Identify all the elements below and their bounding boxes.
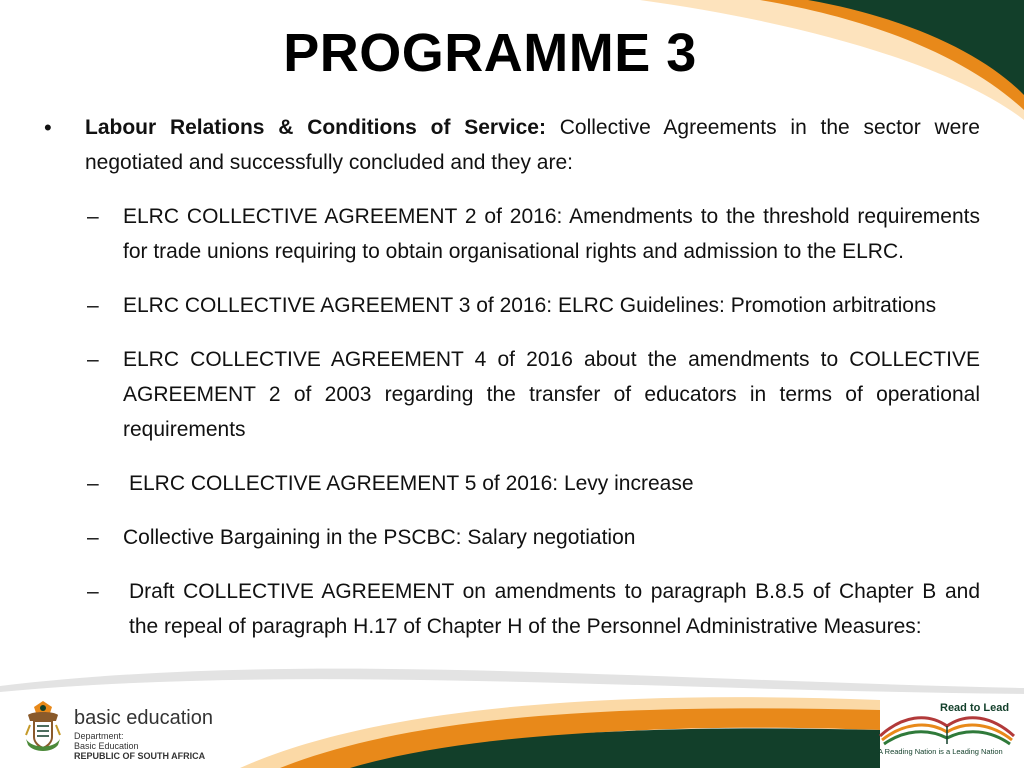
dash-symbol: – (87, 294, 99, 317)
list-item-text: Collective Bargaining in the PSCBC: Salary negotiation (123, 526, 636, 549)
department-line-2: Basic Education (74, 741, 139, 751)
read-to-lead-logo (872, 698, 1022, 764)
list-item (40, 342, 980, 447)
list-item-text: ELRC COLLECTIVE AGREEMENT 4 of 2016 about the amendments to COLLECTIVE AGREEMENT 2 of 2003 regarding the transfer of educators in terms of operational requirements (123, 348, 980, 441)
bullet-symbol: • (44, 115, 52, 140)
list-item (40, 574, 980, 644)
read-to-lead-tagline: A Reading Nation is a Leading Nation (878, 747, 1003, 756)
list-item-text: ELRC COLLECTIVE AGREEMENT 3 of 2016: ELRC Guidelines: Promotion arbitrations (123, 294, 937, 317)
department-lines (74, 731, 205, 761)
basic-education-logo (18, 693, 278, 763)
list-item-text: ELRC COLLECTIVE AGREEMENT 2 of 2016: Amendments to the threshold requirements for trade unions requiring to obtain organisational rights and admission to the ELRC. (123, 205, 980, 263)
department-line-1: Department: (74, 731, 124, 741)
bullet-text: Collective Agreements in the sector were negotiated and successfully concluded and they are: (85, 116, 980, 174)
bullet-lead: Labour Relations & Conditions of Service: (85, 116, 546, 139)
dash-symbol: – (87, 348, 99, 371)
dash-symbol: – (87, 526, 99, 549)
slide-content (40, 110, 980, 644)
dash-symbol: – (87, 580, 99, 603)
slide-title: PROGRAMME 3 (283, 23, 697, 83)
list-item (40, 199, 980, 269)
dash-symbol: – (87, 205, 99, 228)
main-bullet (40, 110, 980, 180)
dash-symbol: – (87, 472, 99, 495)
coat-of-arms-icon (22, 699, 64, 755)
list-item-text: ELRC COLLECTIVE AGREEMENT 5 of 2016: Levy increase (129, 472, 694, 495)
list-item (40, 520, 980, 555)
department-line-3: REPUBLIC OF SOUTH AFRICA (74, 751, 206, 761)
list-item (40, 466, 980, 501)
list-item (40, 288, 980, 323)
read-to-lead-title: Read to Lead (940, 702, 1010, 714)
list-item-text: Draft COLLECTIVE AGREEMENT on amendments to paragraph B.8.5 of Chapter B and the repeal of paragraph H.17 of Chapter H of the Personnel Administrative Measures: (129, 580, 980, 638)
department-name: basic education (74, 707, 213, 729)
